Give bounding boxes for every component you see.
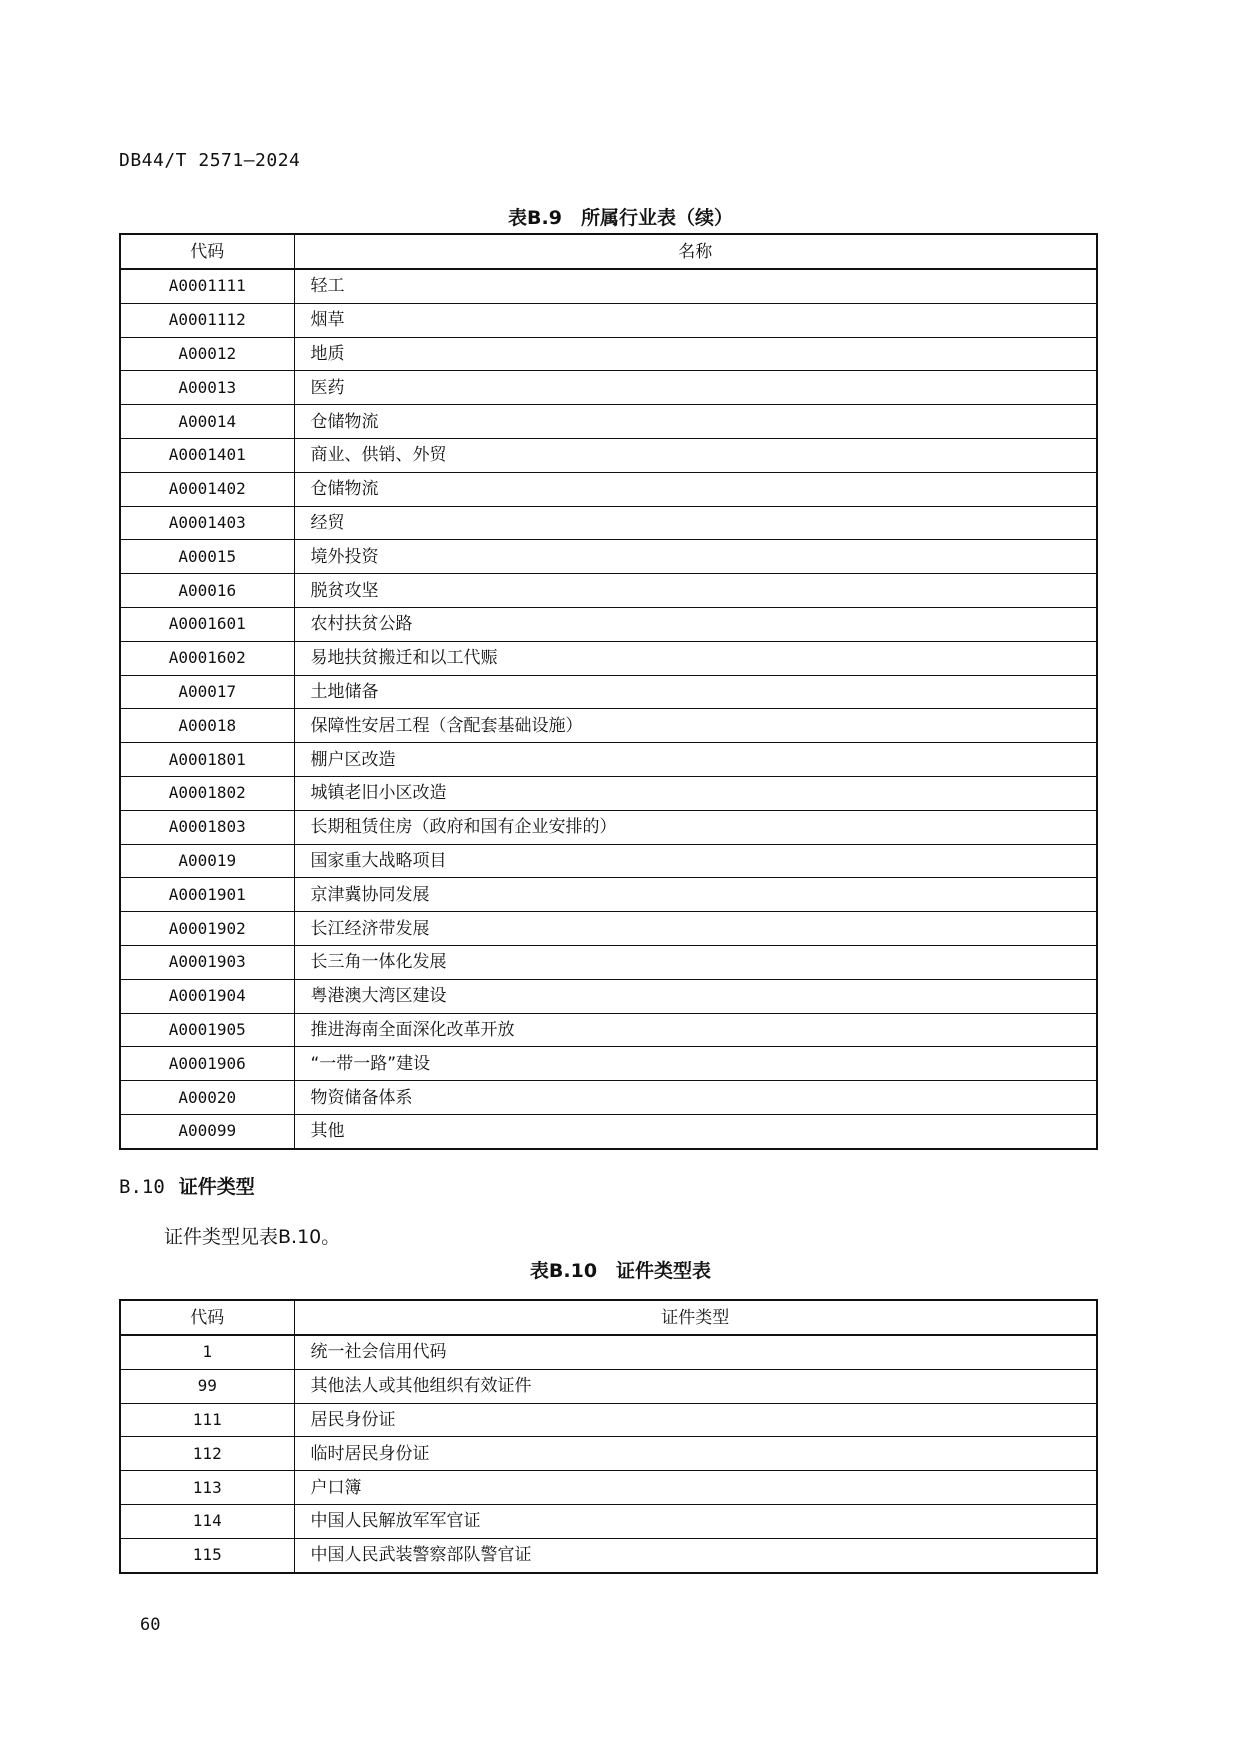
table-b9-cell-name: 境外投资: [294, 540, 1097, 574]
table-b10-title: 表B.10 证件类型表: [529, 1260, 712, 1282]
table-b9-cell-code: A0001112: [120, 303, 294, 337]
table-b10-cell-code: 114: [120, 1504, 294, 1538]
table-b9-cell-name: 粤港澳大湾区建设: [294, 979, 1097, 1013]
table-b9-cell-code: A00013: [120, 371, 294, 405]
table-b9-row: [120, 810, 1097, 844]
table-b9-row: [120, 303, 1097, 337]
table-b9-cell-name: 京津冀协同发展: [294, 878, 1097, 912]
table-b10-body: [120, 1335, 1097, 1573]
table-b9-cell-code: A0001802: [120, 776, 294, 810]
table-b9-cell-code: A0001601: [120, 607, 294, 641]
table-b9-cell-code: A00015: [120, 540, 294, 574]
table-b9-header-name: 名称: [294, 234, 1097, 269]
table-b9-cell-name: 地质: [294, 337, 1097, 371]
table-b9-cell-code: A00099: [120, 1114, 294, 1148]
table-b9-cell-code: A0001905: [120, 1013, 294, 1047]
table-b9-cell-name: 仓储物流: [294, 405, 1097, 439]
table-b9-cell-code: A00018: [120, 709, 294, 743]
table-b9-row: [120, 641, 1097, 675]
table-b9-cell-name: 城镇老旧小区改造: [294, 776, 1097, 810]
table-b10-row: [120, 1369, 1097, 1403]
table-b9-cell-name: 医药: [294, 371, 1097, 405]
table-b9-cell-code: A00019: [120, 844, 294, 878]
table-b10-cell-code: 1: [120, 1335, 294, 1369]
table-b10-cell-name: 户口簿: [294, 1471, 1097, 1505]
table-b10-cell-code: 113: [120, 1471, 294, 1505]
table-b9-row: [120, 979, 1097, 1013]
table-b10-header-code: 代码: [120, 1300, 294, 1335]
table-b9-row: [120, 878, 1097, 912]
table-b9-row: [120, 844, 1097, 878]
table-b9-title: 表B.9 所属行业表（续）: [508, 207, 733, 229]
table-b9-cell-name: 经贸: [294, 506, 1097, 540]
table-b9-row: [120, 371, 1097, 405]
table-b9-cell-code: A0001402: [120, 472, 294, 506]
table-b10-cell-code: 111: [120, 1403, 294, 1437]
table-b9-cell-name: 烟草: [294, 303, 1097, 337]
section-heading: [119, 1172, 255, 1199]
table-b9-row: [120, 776, 1097, 810]
table-b10-row: [120, 1335, 1097, 1369]
table-b9-cell-name: 农村扶贫公路: [294, 607, 1097, 641]
table-b9-body: [120, 269, 1097, 1149]
table-b9-header-row: [120, 234, 1097, 269]
table-b9-cell-code: A00017: [120, 675, 294, 709]
table-b9-cell-code: A0001906: [120, 1047, 294, 1081]
table-b9-cell-code: A0001401: [120, 438, 294, 472]
table-b9-row: [120, 574, 1097, 608]
table-b10-row: [120, 1504, 1097, 1538]
table-b9-cell-name: “一带一路”建设: [294, 1047, 1097, 1081]
table-b10-row: [120, 1437, 1097, 1471]
table-b9-header-code: 代码: [120, 234, 294, 269]
table-b9-cell-name: 土地储备: [294, 675, 1097, 709]
table-b9-cell-code: A0001903: [120, 945, 294, 979]
table-b9-cell-name: 长期租赁住房（政府和国有企业安排的）: [294, 810, 1097, 844]
table-b9-cell-code: A0001901: [120, 878, 294, 912]
table-b9-row: [120, 912, 1097, 946]
section-title: 证件类型: [178, 1176, 255, 1198]
table-b10-cell-name: 中国人民解放军军官证: [294, 1504, 1097, 1538]
table-b9-row: [120, 1081, 1097, 1115]
table-b9: [119, 233, 1098, 1150]
table-b10-cell-name: 统一社会信用代码: [294, 1335, 1097, 1369]
table-b9-cell-code: A0001403: [120, 506, 294, 540]
table-b9-row: [120, 337, 1097, 371]
table-b9-cell-code: A0001902: [120, 912, 294, 946]
table-b9-row: [120, 743, 1097, 777]
table-b9-cell-name: 物资储备体系: [294, 1081, 1097, 1115]
table-b9-cell-code: A0001602: [120, 641, 294, 675]
table-b9-cell-name: 棚户区改造: [294, 743, 1097, 777]
table-b9-cell-code: A00012: [120, 337, 294, 371]
table-b9-cell-name: 商业、供销、外贸: [294, 438, 1097, 472]
table-b9-cell-code: A00016: [120, 574, 294, 608]
table-b10-cell-name: 中国人民武装警察部队警官证: [294, 1538, 1097, 1572]
table-b10-cell-name: 其他法人或其他组织有效证件: [294, 1369, 1097, 1403]
table-b9-row: [120, 1013, 1097, 1047]
table-b9-cell-name: 其他: [294, 1114, 1097, 1148]
table-b9-cell-code: A0001803: [120, 810, 294, 844]
table-b9-cell-name: 长江经济带发展: [294, 912, 1097, 946]
table-b10-row: [120, 1471, 1097, 1505]
table-b9-cell-name: 保障性安居工程（含配套基础设施）: [294, 709, 1097, 743]
table-b9-row: [120, 1047, 1097, 1081]
table-b10-header-name: 证件类型: [294, 1300, 1097, 1335]
table-b9-cell-code: A0001904: [120, 979, 294, 1013]
table-b9-cell-name: 推进海南全面深化改革开放: [294, 1013, 1097, 1047]
table-b10: [119, 1299, 1098, 1574]
table-b10-row: [120, 1538, 1097, 1572]
table-b10-cell-code: 99: [120, 1369, 294, 1403]
table-b9-cell-name: 易地扶贫搬迁和以工代赈: [294, 641, 1097, 675]
table-b9-cell-code: A0001801: [120, 743, 294, 777]
table-b9-row: [120, 607, 1097, 641]
section-body-text: 证件类型见表B.10。: [164, 1226, 341, 1248]
table-b9-row: [120, 675, 1097, 709]
table-b9-row: [120, 506, 1097, 540]
table-b9-cell-name: 国家重大战略项目: [294, 844, 1097, 878]
table-b10-header-row: [120, 1300, 1097, 1335]
table-b9-row: [120, 945, 1097, 979]
table-b10-cell-name: 居民身份证: [294, 1403, 1097, 1437]
table-b9-cell-code: A00020: [120, 1081, 294, 1115]
table-b10-cell-name: 临时居民身份证: [294, 1437, 1097, 1471]
table-b9-row: [120, 1114, 1097, 1148]
table-b9-cell-code: A0001111: [120, 269, 294, 303]
table-b9-row: [120, 472, 1097, 506]
table-b9-cell-name: 脱贫攻坚: [294, 574, 1097, 608]
table-b9-row: [120, 709, 1097, 743]
table-b10-cell-code: 112: [120, 1437, 294, 1471]
table-b9-cell-name: 轻工: [294, 269, 1097, 303]
table-b9-row: [120, 405, 1097, 439]
table-b10-cell-code: 115: [120, 1538, 294, 1572]
table-b9-row: [120, 540, 1097, 574]
table-b9-cell-name: 仓储物流: [294, 472, 1097, 506]
table-b9-row: [120, 438, 1097, 472]
document-code: DB44/T 2571—2024: [119, 150, 301, 171]
table-b9-cell-name: 长三角一体化发展: [294, 945, 1097, 979]
section-number: B.10: [119, 1176, 165, 1198]
table-b9-row: [120, 269, 1097, 303]
table-b9-cell-code: A00014: [120, 405, 294, 439]
table-b10-row: [120, 1403, 1097, 1437]
page-number: 60: [140, 1615, 161, 1635]
